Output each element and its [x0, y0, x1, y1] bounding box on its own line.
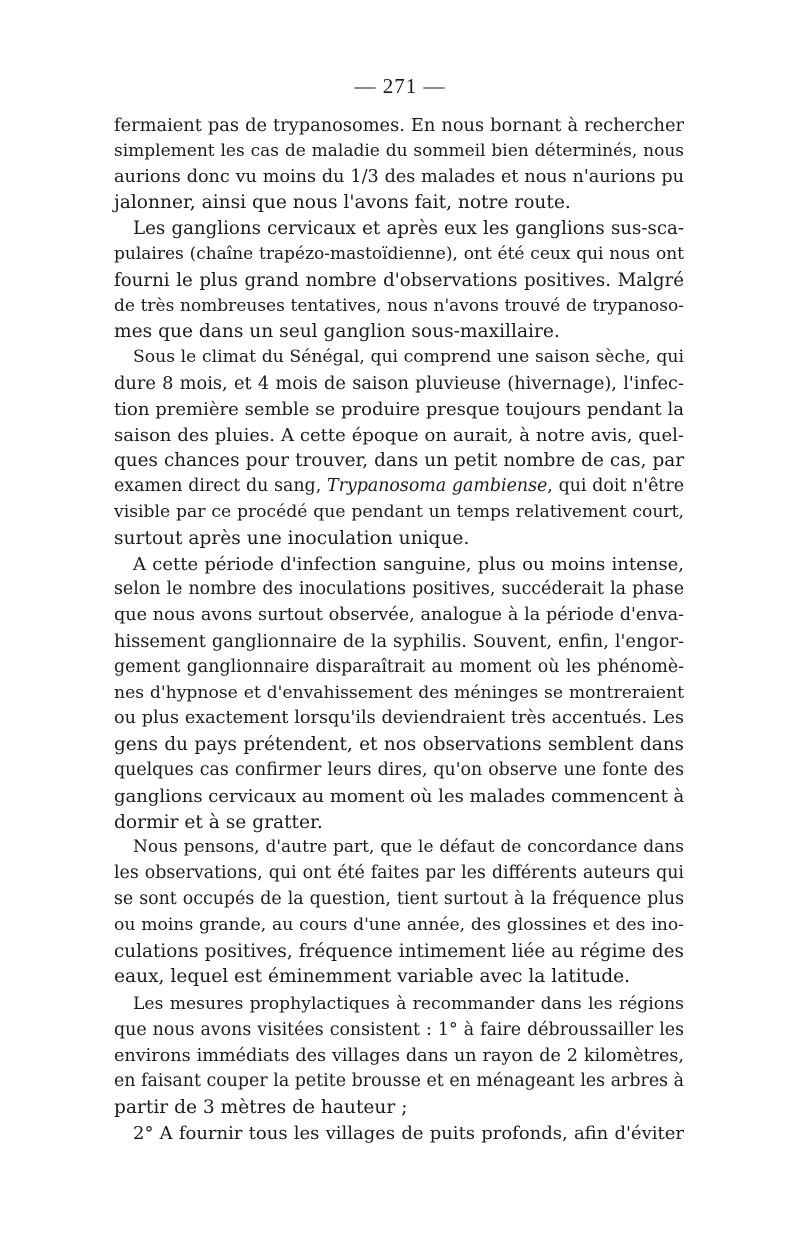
body-text	[114, 113, 684, 1147]
text-line: environs immédiats des villages dans un rayon de 2 kilomètres,	[114, 1045, 684, 1066]
text-line: les observations, qui ont été faites par les différents auteurs qui	[114, 863, 684, 884]
text-line: mes que dans un seul ganglion sous-maxillaire.	[114, 321, 560, 343]
paragraph-start: Les mesures prophylactiques à recommander dans les régions	[133, 994, 684, 1015]
text-line: ou moins grande, au cours d'une année, des glossines et des ino-	[114, 914, 684, 935]
text-line: selon le nombre des inoculations positives, succéderait la phase	[114, 579, 684, 600]
text-line: fourni le plus grand nombre d'observations positives. Malgré	[114, 269, 684, 291]
text-line: que nous avons visitées consistent : 1° à faire débroussailler les	[114, 1019, 684, 1040]
text-line: surtout après une inoculation unique.	[114, 527, 470, 549]
text-line: gens du pays prétendent, et nos observations semblent dans	[114, 734, 684, 756]
text-line: ou plus exactement lorsqu'ils deviendraient très accentués. Les	[114, 708, 684, 729]
text-line: ganglions cervicaux au moment où les malades commencent à	[114, 785, 685, 807]
text-line: dormir et à se gratter.	[114, 811, 323, 833]
text-line: de très nombreuses tentatives, nous n'avons trouvé de trypanoso-	[114, 295, 684, 316]
text-line: nes d'hypnose et d'envahissement des méninges se montreraient	[114, 682, 684, 703]
text-line: quelques cas confirmer leurs dires, qu'on observe une fonte des	[114, 759, 684, 780]
text-line: partir de 3 mètres de hauteur ;	[114, 1097, 408, 1119]
text-line: eaux, lequel est éminemment variable avec la latitude.	[114, 966, 631, 988]
paragraph-start: A cette période d'infection sanguine, plus ou moins intense,	[133, 553, 684, 575]
text-line: saison des pluies. A cette époque on aurait, à notre avis, quel-	[114, 424, 684, 446]
text-line: gement ganglionnaire disparaîtrait au moment où les phénomè-	[114, 656, 684, 677]
text-line: culations positives, fréquence intimement liée au régime des	[114, 940, 684, 962]
text-line: en faisant couper la petite brousse et en ménageant les arbres à	[114, 1071, 684, 1092]
paragraph-start: Sous le climat du Sénégal, qui comprend une saison sèche, qui	[133, 347, 684, 368]
paragraph-start: Nous pensons, d'autre part, que le défaut de concordance dans	[133, 837, 684, 858]
page-number: — 271 —	[354, 74, 446, 98]
text-line: ques chances pour trouver, dans un petit nombre de cas, par	[114, 450, 684, 472]
text-line: tion première semble se produire presque toujours pendant la	[114, 398, 684, 420]
paragraph-start: 2° A fournir tous les villages de puits profonds, afin d'éviter	[133, 1123, 684, 1145]
text-line: pulaires (chaîne trapézo-mastoïdienne), ont été ceux qui nous ont	[114, 243, 684, 264]
text-line: hissement ganglionnaire de la syphilis. Souvent, enfin, l'engor-	[114, 630, 684, 652]
text-line-species: examen direct du sang, Trypanosoma gambiense, qui doit n'être	[114, 476, 684, 497]
paragraph-start: Les ganglions cervicaux et après eux les ganglions sus-sca-	[133, 218, 684, 240]
text-line: jalonner, ainsi que nous l'avons fait, notre route.	[114, 192, 571, 214]
species-name: Trypanosoma gambiense	[326, 476, 548, 497]
text-line: dure 8 mois, et 4 mois de saison pluvieuse (hivernage), l'infec-	[114, 372, 684, 394]
text-line: se sont occupés de la question, tient surtout à la fréquence plus	[114, 888, 684, 909]
text-line: que nous avons surtout observée, analogue à la période d'enva-	[114, 605, 684, 626]
text-line: simplement les cas de maladie du sommeil bien déterminés, nous	[114, 140, 684, 161]
text-line: fermaient pas de trypanosomes. En nous bornant à rechercher	[114, 115, 684, 136]
text-line: visible par ce procédé que pendant un temps relativement court,	[114, 501, 684, 522]
text-line: aurions donc vu moins du 1/3 des malades et nous n'aurions pu	[114, 166, 684, 187]
